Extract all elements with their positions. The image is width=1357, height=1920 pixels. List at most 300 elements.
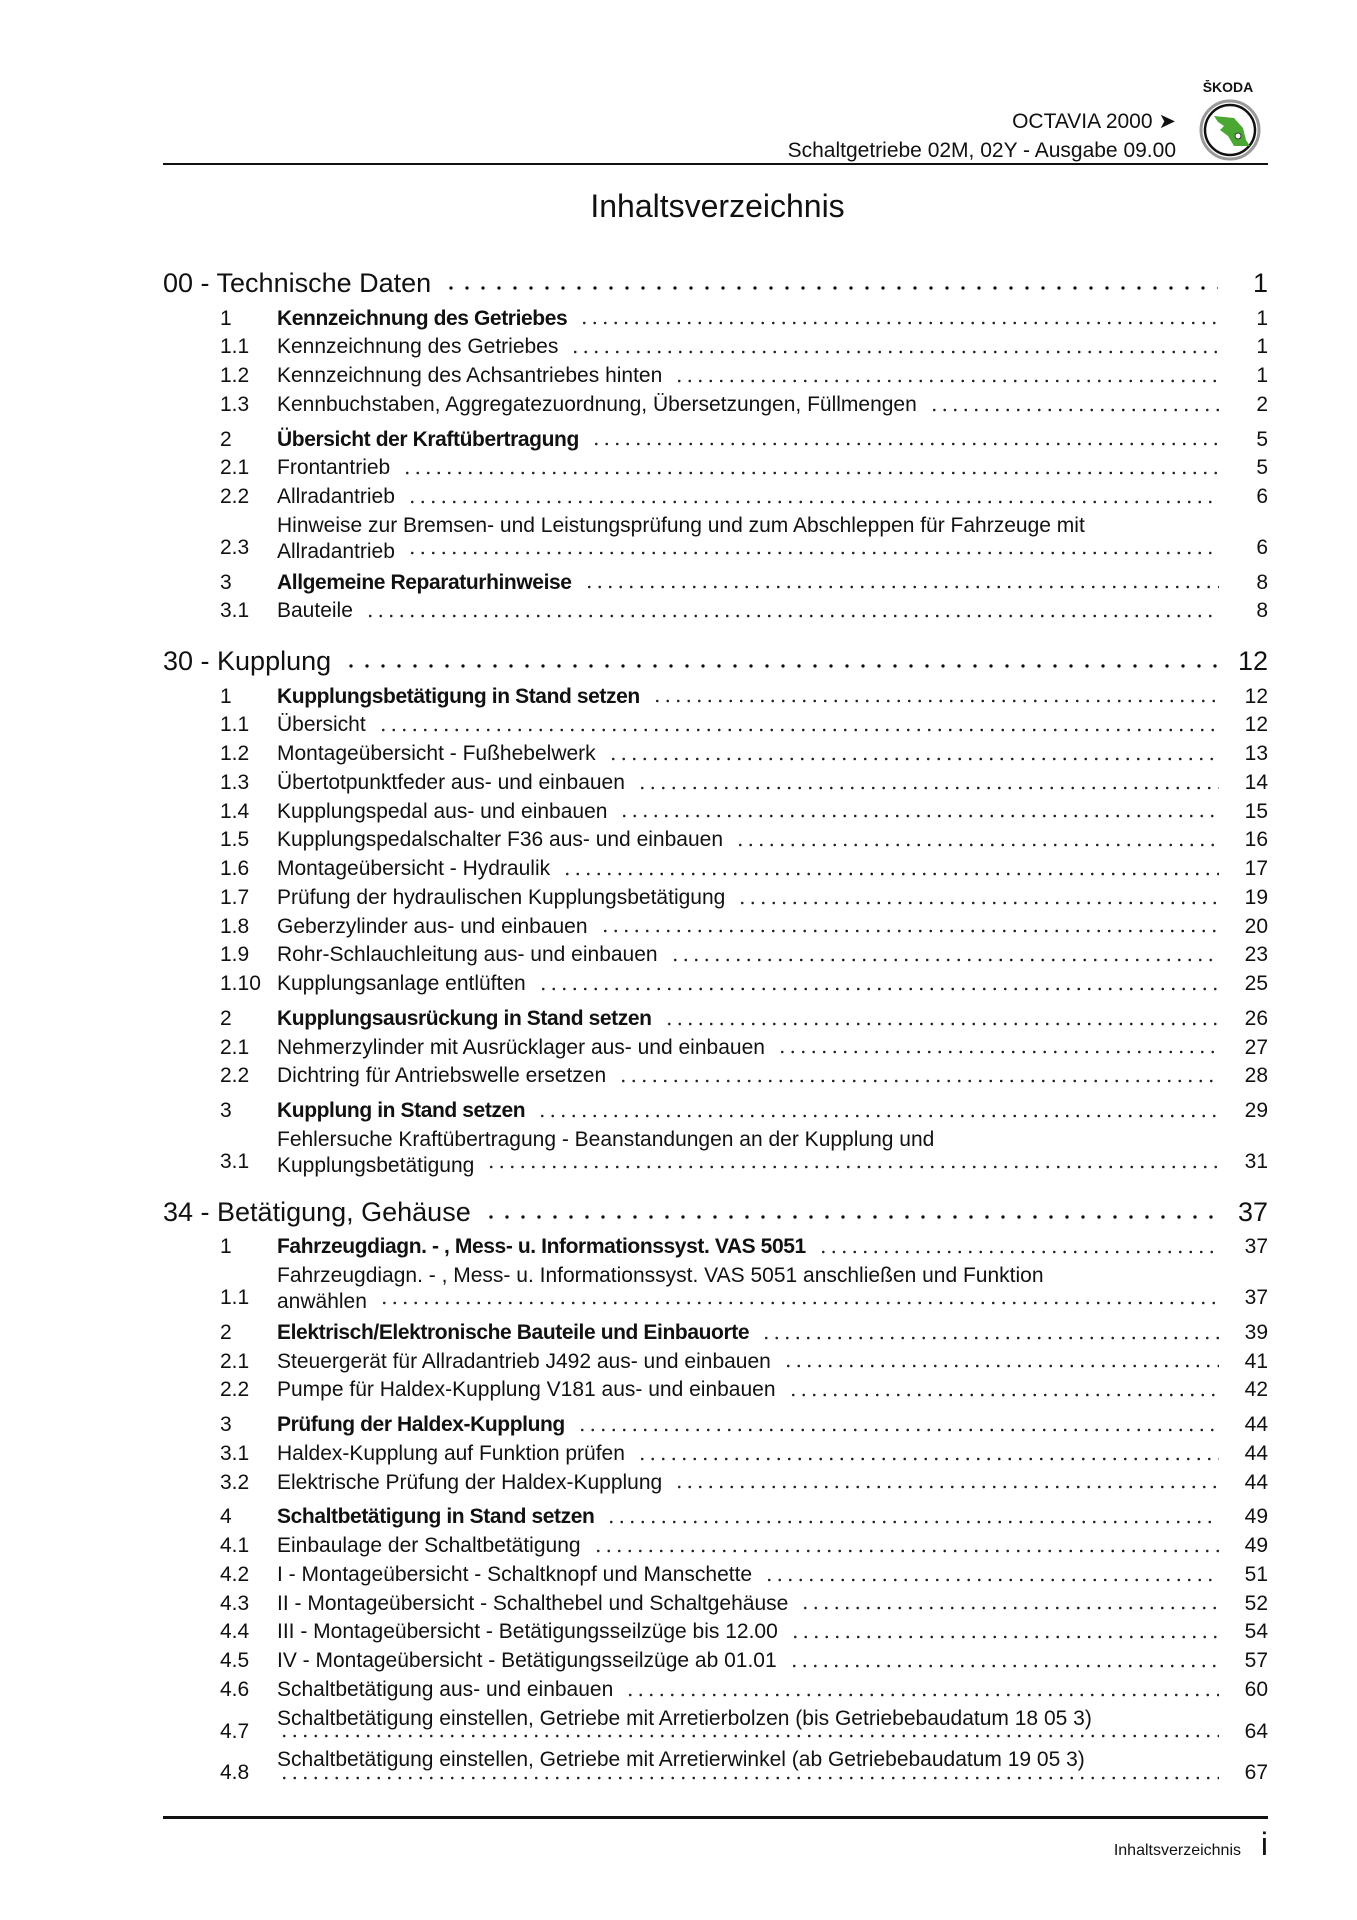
entry-number: 1.9	[220, 943, 250, 967]
dot-leader	[600, 928, 1219, 934]
entry-page: 5	[1256, 456, 1268, 480]
section-page: 12	[1237, 646, 1268, 677]
dot-leader	[788, 1392, 1219, 1398]
entry-body	[277, 1590, 1223, 1619]
section-page: 1	[1252, 268, 1268, 298]
entry-body	[277, 1233, 1223, 1262]
entry-line	[277, 1532, 1223, 1561]
entry-page: 19	[1244, 885, 1268, 909]
entry-page: 12	[1244, 713, 1268, 737]
entry-number: 3.1	[220, 1441, 250, 1465]
toc-entry[interactable]	[163, 1233, 1268, 1262]
entry-line	[277, 569, 1223, 598]
entry-text: Bauteile	[277, 599, 353, 623]
toc-entry[interactable]	[163, 913, 1268, 942]
dot-leader	[670, 957, 1219, 963]
dot-leader	[486, 1164, 1219, 1170]
footer-label: Inhaltsverzeichnis	[1113, 1842, 1241, 1859]
entry-body	[277, 884, 1223, 913]
dot-leader	[674, 378, 1219, 384]
toc-entry[interactable]	[163, 1126, 1268, 1177]
section-title: 34 - Betätigung, Gehäuse	[163, 1196, 471, 1227]
entry-body	[277, 1503, 1223, 1532]
section-page: 37	[1237, 1196, 1268, 1227]
toc-entry[interactable]	[163, 970, 1268, 999]
entry-page: 37	[1244, 1235, 1268, 1259]
dot-leader	[637, 1456, 1219, 1462]
entry-body	[277, 1097, 1223, 1126]
dot-leader	[606, 1519, 1219, 1525]
entry-number: 2	[220, 427, 232, 451]
entry-number: 1.6	[220, 857, 250, 881]
entry-line	[277, 1348, 1223, 1377]
toc-entry[interactable]	[163, 826, 1268, 855]
toc-entry[interactable]	[163, 512, 1268, 563]
toc-entry[interactable]	[163, 1034, 1268, 1063]
entry-page: 12	[1244, 684, 1268, 708]
entry-text: Kupplungsausrückung in Stand setzen	[277, 1006, 652, 1030]
dot-leader	[625, 1692, 1219, 1698]
page-title: Inhaltsverzeichnis	[590, 188, 845, 224]
entry-line	[277, 362, 1223, 391]
dot-leader	[579, 320, 1219, 326]
entry-number: 4.8	[220, 1761, 250, 1785]
entry-body	[277, 1561, 1223, 1590]
toc-entry[interactable]	[163, 1097, 1268, 1126]
entry-line	[277, 1676, 1223, 1705]
entry-text: Hinweise zur Bremsen- und Leistungsprüfung und zum Abschleppen für Fahrzeuge mit	[277, 513, 1085, 537]
dot-leader	[608, 756, 1219, 762]
entry-line	[277, 483, 1223, 512]
entry-number: 3.1	[220, 599, 250, 623]
footer-page-number: i	[1260, 1826, 1268, 1862]
entry-page: 42	[1244, 1378, 1268, 1402]
toc-entry[interactable]	[163, 769, 1268, 798]
entry-number: 1.5	[220, 828, 250, 852]
entry-number: 1.1	[220, 713, 250, 737]
entry-number: 4.2	[220, 1562, 250, 1586]
section-title: 00 - Technische Daten	[163, 268, 432, 298]
entry-line	[277, 541, 1223, 563]
entry-number: 1.1	[220, 335, 250, 359]
entry-page: 31	[1244, 1149, 1268, 1173]
entry-page: 17	[1244, 857, 1268, 881]
entry-page: 28	[1244, 1064, 1268, 1088]
toc-entry[interactable]	[163, 426, 1268, 455]
toc-entry[interactable]	[163, 1348, 1268, 1377]
entry-line	[277, 1733, 1223, 1746]
dot-leader	[764, 1577, 1219, 1583]
entry-line	[277, 683, 1223, 712]
entry-line	[277, 1262, 1223, 1291]
dot-leader	[379, 1300, 1219, 1306]
entry-text: Geberzylinder aus- und einbauen	[277, 914, 588, 938]
dot-leader	[593, 1548, 1219, 1554]
entry-text: Übertotpunktfeder aus- und einbauen	[277, 770, 625, 794]
svg-text:ŠKODA: ŠKODA	[1202, 80, 1254, 95]
toc-entry[interactable]	[163, 1319, 1268, 1348]
toc-entry[interactable]	[163, 333, 1268, 362]
dot-leader	[591, 441, 1219, 447]
entry-page: 54	[1244, 1620, 1268, 1644]
entry-number: 4.1	[220, 1534, 250, 1558]
entry-page: 20	[1244, 914, 1268, 938]
toc-entry[interactable]	[163, 884, 1268, 913]
entry-number: 1	[220, 684, 232, 708]
dot-leader	[652, 698, 1219, 704]
toc-entry[interactable]	[163, 1746, 1268, 1788]
toc-entry[interactable]	[163, 1705, 1268, 1747]
entry-number: 2.2	[220, 1064, 250, 1088]
entry-text: Schaltbetätigung aus- und einbauen	[277, 1677, 614, 1701]
dot-leader	[407, 499, 1219, 505]
entry-text: Kupplungspedal aus- und einbauen	[277, 799, 608, 823]
entry-text: Schaltbetätigung einstellen, Getriebe mit Arretierbolzen (bis Getriebebaudatum 18 05 3)	[277, 1706, 1092, 1730]
entry-page: 52	[1244, 1591, 1268, 1615]
entry-text: Kennzeichnung des Achsantriebes hinten	[277, 364, 663, 388]
entry-text: Rohr-Schlauchleitung aus- und einbauen	[277, 943, 658, 967]
entry-body	[277, 913, 1223, 942]
toc-section	[163, 1194, 1268, 1788]
entry-text: Nehmerzylinder mit Ausrücklager aus- und einbauen	[277, 1035, 765, 1059]
entry-body	[277, 1411, 1223, 1440]
entry-text: Prüfung der hydraulischen Kupplungsbetätigung	[277, 885, 726, 909]
dot-leader	[537, 1113, 1219, 1119]
toc-entry[interactable]	[163, 1005, 1268, 1034]
entry-line	[277, 1155, 1223, 1177]
entry-number: 3	[220, 1099, 232, 1123]
dot-leader	[664, 1021, 1219, 1027]
entry-line	[277, 1647, 1223, 1676]
entry-text: Allgemeine Reparaturhinweise	[277, 570, 572, 594]
header-model	[1012, 109, 1176, 135]
toc-entry[interactable]	[163, 1618, 1268, 1647]
entry-text: Steuergerät für Allradantrieb J492 aus- und einbauen	[277, 1349, 771, 1373]
entry-line	[277, 740, 1223, 769]
entry-body	[277, 1532, 1223, 1561]
entry-body	[277, 391, 1223, 420]
section-heading[interactable]	[163, 643, 1268, 679]
entry-text: Haldex-Kupplung auf Funktion prüfen	[277, 1441, 625, 1465]
toc-section	[163, 265, 1268, 626]
entry-body	[277, 483, 1223, 512]
dot-leader	[538, 986, 1219, 992]
entry-number: 2.1	[220, 456, 250, 480]
dot-leader	[618, 1078, 1219, 1084]
entry-page: 57	[1244, 1649, 1268, 1673]
dot-leader	[800, 1605, 1219, 1611]
entry-line	[277, 941, 1223, 970]
entry-page: 26	[1244, 1006, 1268, 1030]
entry-text: Fahrzeugdiagn. - , Mess- u. Informationssyst. VAS 5051 anschließen und Funktion	[277, 1264, 1044, 1288]
dot-leader	[402, 470, 1219, 476]
dot-leader	[378, 727, 1219, 733]
entry-line	[277, 1034, 1223, 1063]
entry-body	[277, 826, 1223, 855]
entry-number: 1.3	[220, 392, 250, 416]
entry-line	[277, 1319, 1223, 1348]
entry-line	[277, 1561, 1223, 1590]
entry-line	[277, 1005, 1223, 1034]
dot-leader	[735, 842, 1219, 848]
entry-number: 2	[220, 1006, 232, 1030]
entry-body	[277, 597, 1223, 626]
entry-line	[277, 855, 1223, 884]
entry-page: 49	[1244, 1534, 1268, 1558]
entry-number: 4.6	[220, 1677, 250, 1701]
dot-leader	[929, 407, 1219, 413]
section-title: 30 - Kupplung	[163, 646, 332, 677]
toc-entry[interactable]	[163, 569, 1268, 598]
entry-body	[277, 1319, 1223, 1348]
entry-body	[277, 1618, 1223, 1647]
dot-leader	[637, 785, 1219, 791]
toc-entry[interactable]	[163, 1440, 1268, 1469]
dot-leader	[737, 900, 1219, 906]
entry-line	[277, 826, 1223, 855]
entry-line	[277, 1469, 1223, 1498]
toc-section	[163, 643, 1268, 1177]
entry-body	[277, 1126, 1223, 1177]
entry-number: 1.10	[220, 972, 261, 996]
entry-line	[277, 1376, 1223, 1405]
entry-text: Übersicht der Kraftübertragung	[277, 427, 579, 451]
entry-body	[277, 711, 1223, 740]
toc-entry[interactable]	[163, 483, 1268, 512]
entry-line	[277, 1440, 1223, 1469]
toc-entry[interactable]	[163, 1561, 1268, 1590]
entry-page: 8	[1256, 599, 1268, 623]
entry-page: 27	[1244, 1035, 1268, 1059]
dot-leader	[483, 1213, 1218, 1221]
toc-entry[interactable]	[163, 683, 1268, 712]
dot-leader	[789, 1663, 1219, 1669]
entry-page: 44	[1244, 1441, 1268, 1465]
entry-number: 1.7	[220, 885, 250, 909]
entry-body	[277, 426, 1223, 455]
entry-text: Kupplungsbetätigung in Stand setzen	[277, 684, 640, 708]
dot-leader	[818, 1249, 1219, 1255]
entry-number: 4.7	[220, 1719, 250, 1743]
entry-line	[277, 1746, 1223, 1775]
entry-line	[277, 711, 1223, 740]
entry-text: Kupplungsanlage entlüften	[277, 972, 526, 996]
entry-text: IV - Montageübersicht - Betätigungsseilzüge ab 01.01	[277, 1649, 777, 1673]
entry-number: 3	[220, 1413, 232, 1437]
entry-number: 2.1	[220, 1035, 250, 1059]
dot-leader	[783, 1363, 1219, 1369]
toc-entry[interactable]	[163, 305, 1268, 334]
dot-leader	[279, 1775, 1219, 1781]
toc-entry[interactable]	[163, 941, 1268, 970]
entry-number: 2.1	[220, 1349, 250, 1373]
entry-text: Kupplungspedalschalter F36 aus- und einbauen	[277, 828, 723, 852]
entry-line	[277, 1291, 1223, 1313]
arrow-icon: ➤	[1158, 110, 1176, 133]
entry-body	[277, 333, 1223, 362]
model-text: OCTAVIA 2000	[1012, 110, 1153, 133]
entry-page: 51	[1244, 1562, 1268, 1586]
entry-line	[277, 333, 1223, 362]
entry-line	[277, 1062, 1223, 1091]
toc-entry[interactable]	[163, 454, 1268, 483]
entry-text: Elektrisch/Elektronische Bauteile und Einbauorte	[277, 1320, 750, 1344]
skoda-logo	[1188, 80, 1268, 164]
entry-body	[277, 970, 1223, 999]
entry-number: 1.8	[220, 914, 250, 938]
entry-page: 1	[1256, 364, 1268, 388]
entry-body	[277, 1746, 1223, 1788]
dot-leader	[584, 584, 1219, 590]
dot-leader	[279, 1733, 1219, 1739]
entry-number: 2.2	[220, 1378, 250, 1402]
entry-number: 4.5	[220, 1649, 250, 1673]
entry-page: 44	[1244, 1470, 1268, 1494]
entry-page: 1	[1256, 306, 1268, 330]
entry-body	[277, 855, 1223, 884]
entry-page: 15	[1244, 799, 1268, 823]
entry-number: 1	[220, 306, 232, 330]
toc-entry[interactable]	[163, 1532, 1268, 1561]
entry-body	[277, 941, 1223, 970]
toc-entry[interactable]	[163, 1676, 1268, 1705]
entry-body	[277, 1376, 1223, 1405]
entry-number: 1.2	[220, 742, 250, 766]
dot-leader	[619, 813, 1219, 819]
entry-page: 2	[1256, 392, 1268, 416]
toc-entry[interactable]	[163, 1647, 1268, 1676]
entry-page: 16	[1244, 828, 1268, 852]
entry-number: 3.2	[220, 1470, 250, 1494]
entry-text: Schaltbetätigung in Stand setzen	[277, 1505, 595, 1529]
entry-body	[277, 1647, 1223, 1676]
entry-page: 29	[1244, 1099, 1268, 1123]
entry-text: Fehlersuche Kraftübertragung - Beanstandungen an der Kupplung und	[277, 1127, 935, 1151]
dot-leader	[443, 284, 1218, 292]
toc-entry[interactable]	[163, 1062, 1268, 1091]
entry-page: 13	[1244, 742, 1268, 766]
entry-text: Pumpe für Haldex-Kupplung V181 aus- und einbauen	[277, 1378, 776, 1402]
toc-entry[interactable]	[163, 1503, 1268, 1532]
dot-leader	[674, 1484, 1219, 1490]
dot-leader	[407, 550, 1219, 556]
entry-text: Kennzeichnung des Getriebes	[277, 306, 568, 330]
entry-text: Frontantrieb	[277, 456, 391, 480]
entry-text: Dichtring für Antriebswelle ersetzen	[277, 1064, 607, 1088]
entry-body	[277, 305, 1223, 334]
toc-entry[interactable]	[163, 597, 1268, 626]
toc-entry[interactable]	[163, 1262, 1268, 1313]
entry-text: Elektrische Prüfung der Haldex-Kupplung	[277, 1470, 663, 1494]
entry-text: Allradantrieb	[277, 485, 395, 509]
entry-body	[277, 740, 1223, 769]
entry-page: 6	[1256, 485, 1268, 509]
toc-entry[interactable]	[163, 391, 1268, 420]
entry-text: I - Montageübersicht - Schaltknopf und Manschette	[277, 1562, 753, 1586]
entry-number: 3	[220, 570, 232, 594]
entry-page: 44	[1244, 1413, 1268, 1437]
toc-entry[interactable]	[163, 798, 1268, 827]
entry-page: 49	[1244, 1505, 1268, 1529]
entry-text: Montageübersicht - Fußhebelwerk	[277, 742, 596, 766]
entry-line	[277, 913, 1223, 942]
entry-number: 2	[220, 1320, 232, 1344]
entry-body	[277, 1348, 1223, 1377]
header-subtitle: Schaltgetriebe 02M, 02Y - Ausgabe 09.00	[787, 139, 1176, 162]
entry-body	[277, 1034, 1223, 1063]
section-heading[interactable]	[163, 265, 1268, 301]
section-heading[interactable]	[163, 1194, 1268, 1230]
entry-body	[277, 1262, 1223, 1313]
entry-number: 1.4	[220, 799, 250, 823]
entry-text: Schaltbetätigung einstellen, Getriebe mit Arretierwinkel (ab Getriebebaudatum 19 05 3)	[277, 1748, 1085, 1772]
entry-page: 25	[1244, 972, 1268, 996]
entry-page: 64	[1244, 1719, 1268, 1743]
entry-page: 5	[1256, 427, 1268, 451]
entry-text: III - Montageübersicht - Betätigungsseilzüge bis 12.00	[277, 1620, 778, 1644]
entry-text: Einbaulage der Schaltbetätigung	[277, 1534, 581, 1558]
entry-body	[277, 1469, 1223, 1498]
dot-leader	[761, 1335, 1219, 1341]
entry-page: 6	[1256, 535, 1268, 559]
entry-page: 23	[1244, 943, 1268, 967]
toc-entry[interactable]	[163, 711, 1268, 740]
toc-entry[interactable]	[163, 740, 1268, 769]
entry-body	[277, 1005, 1223, 1034]
entry-text: II - Montageübersicht - Schalthebel und Schaltgehäuse	[277, 1591, 789, 1615]
entry-text: Fahrzeugdiagn. - , Mess- u. Informationssyst. VAS 5051	[277, 1235, 806, 1259]
toc-entry[interactable]	[163, 1376, 1268, 1405]
entry-page: 60	[1244, 1677, 1268, 1701]
toc-entry[interactable]	[163, 1469, 1268, 1498]
entry-text: Kennzeichnung des Getriebes	[277, 335, 559, 359]
dot-leader	[577, 1427, 1219, 1433]
entry-line	[277, 1503, 1223, 1532]
entry-line	[277, 1618, 1223, 1647]
toc-entry[interactable]	[163, 855, 1268, 884]
entry-line	[277, 1233, 1223, 1262]
toc-entry[interactable]	[163, 1590, 1268, 1619]
entry-text-cont: Allradantrieb	[277, 539, 395, 563]
entry-number: 4.4	[220, 1620, 250, 1644]
entry-page: 67	[1244, 1761, 1268, 1785]
entry-text-cont: Kupplungsbetätigung	[277, 1153, 475, 1177]
entry-number: 2.3	[220, 535, 250, 559]
toc-entry[interactable]	[163, 362, 1268, 391]
entry-page: 39	[1244, 1320, 1268, 1344]
footer-rule	[163, 1816, 1268, 1819]
entry-page: 1	[1256, 335, 1268, 359]
entry-line	[277, 597, 1223, 626]
dot-leader	[343, 662, 1218, 670]
entry-line	[277, 454, 1223, 483]
entry-text-cont: anwählen	[277, 1289, 367, 1313]
toc-entry[interactable]	[163, 1411, 1268, 1440]
entry-number: 3.1	[220, 1149, 250, 1173]
entry-line	[277, 769, 1223, 798]
entry-number: 1.2	[220, 364, 250, 388]
entry-line	[277, 512, 1223, 541]
dot-leader	[562, 871, 1219, 877]
entry-number: 1	[220, 1235, 232, 1259]
entry-page: 14	[1244, 770, 1268, 794]
entry-body	[277, 1062, 1223, 1091]
entry-body	[277, 454, 1223, 483]
dot-leader	[777, 1049, 1219, 1055]
entry-line	[277, 391, 1223, 420]
entry-line	[277, 970, 1223, 999]
entry-body	[277, 362, 1223, 391]
